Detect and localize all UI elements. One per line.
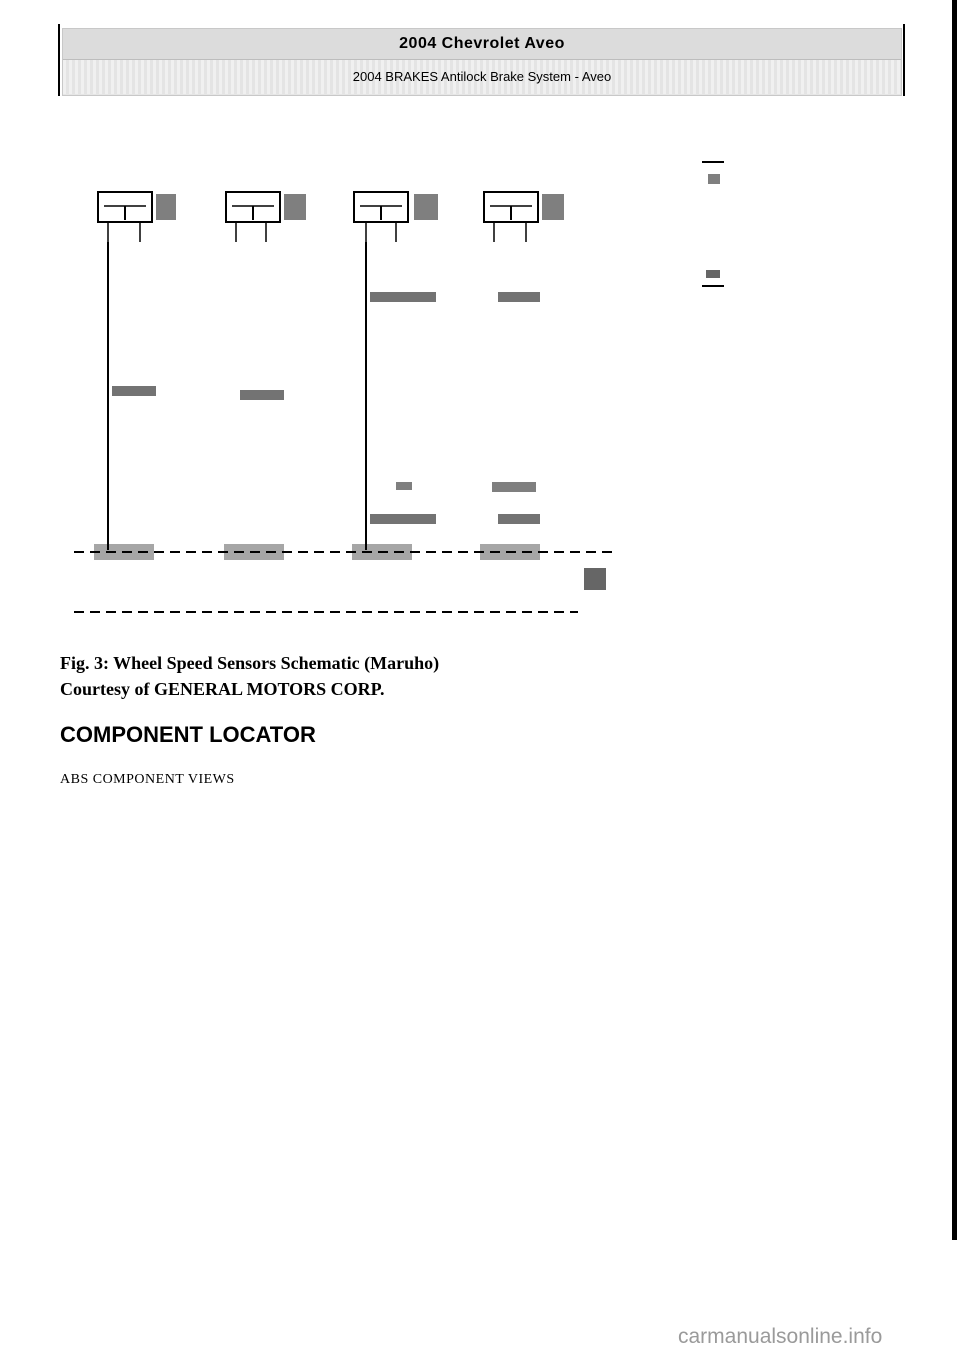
document-header xyxy=(62,28,902,96)
sensor-front-right xyxy=(226,192,306,400)
connector-row xyxy=(74,544,612,590)
subsection-heading: ABS COMPONENT VIEWS xyxy=(60,772,235,787)
figure-caption-credit: Courtesy of GENERAL MOTORS CORP. xyxy=(60,679,385,699)
page-edge-rule xyxy=(952,0,957,1240)
sensor-rear-right xyxy=(484,192,564,524)
legend-symbols xyxy=(702,162,724,286)
figure-caption-title: Fig. 3: Wheel Speed Sensors Schematic (Maruho) xyxy=(60,653,440,673)
wheel-speed-sensor-schematic xyxy=(60,150,740,630)
figure-caption xyxy=(60,650,760,702)
right-margin-rule xyxy=(903,24,905,96)
section-heading: COMPONENT LOCATOR xyxy=(60,722,316,747)
document-title: 2004 Chevrolet Aveo xyxy=(63,29,901,60)
sensor-rear-left xyxy=(354,192,438,550)
left-margin-rule xyxy=(58,24,60,96)
sensor-front-left xyxy=(98,192,176,550)
document-subtitle: 2004 BRAKES Antilock Brake System - Aveo xyxy=(63,60,901,94)
watermark: carmanualsonline.info xyxy=(678,1325,883,1348)
